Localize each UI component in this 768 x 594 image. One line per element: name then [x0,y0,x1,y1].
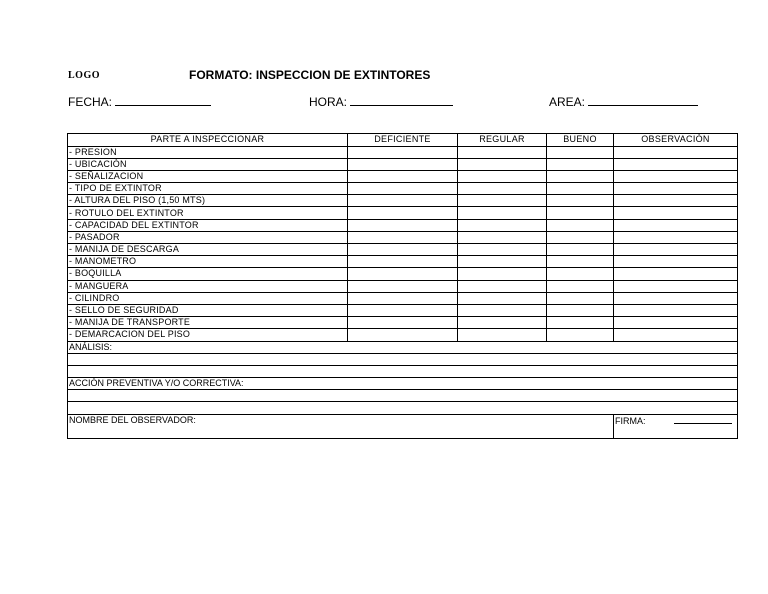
hora-field[interactable] [309,95,453,109]
inspection-item-label: - PRESION [68,146,348,158]
bueno-cell[interactable] [547,256,614,268]
analisis-blank-cell[interactable] [68,353,738,365]
accion-row [68,378,738,390]
regular-cell[interactable] [458,244,547,256]
bueno-cell[interactable] [547,292,614,304]
deficiente-cell[interactable] [348,170,458,182]
col-header-parte: PARTE A INSPECCIONAR [68,134,348,147]
col-header-observacion: OBSERVACIÓN [614,134,738,147]
area-blank-line[interactable] [588,95,698,106]
hora-blank-line[interactable] [350,95,453,106]
table-row [68,292,738,304]
bueno-cell[interactable] [547,317,614,329]
col-header-regular: REGULAR [458,134,547,147]
table-row [68,268,738,280]
regular-cell[interactable] [458,256,547,268]
hora-label: HORA: [309,95,348,109]
regular-cell[interactable] [458,158,547,170]
inspection-item-label: - UBICACIÓN [68,158,348,170]
inspection-item-label: - ROTULO DEL EXTINTOR [68,207,348,219]
table-row [68,231,738,243]
deficiente-cell[interactable] [348,256,458,268]
inspection-item-label: - SELLO DE SEGURIDAD [68,304,348,316]
bueno-cell[interactable] [547,231,614,243]
accion-blank-cell[interactable] [68,390,738,402]
observador-label: NOMBRE DEL OBSERVADOR: [68,414,614,438]
accion-label: ACCIÓN PREVENTIVA Y/O CORRECTIVA: [68,378,738,390]
observacion-cell[interactable] [614,304,738,316]
bueno-cell[interactable] [547,158,614,170]
deficiente-cell[interactable] [348,146,458,158]
regular-cell[interactable] [458,280,547,292]
bueno-cell[interactable] [547,329,614,341]
inspection-item-label: - SEÑALIZACION [68,170,348,182]
inspection-item-label: - DEMARCACION DEL PISO [68,329,348,341]
fecha-field[interactable] [68,95,211,109]
deficiente-cell[interactable] [348,158,458,170]
observacion-cell[interactable] [614,256,738,268]
inspection-item-label: - CAPACIDAD DEL EXTINTOR [68,219,348,231]
inspection-item-label: - MANGUERA [68,280,348,292]
table-row [68,317,738,329]
table-row [68,304,738,316]
table-row [68,219,738,231]
deficiente-cell[interactable] [348,183,458,195]
table-row [68,280,738,292]
bueno-cell[interactable] [547,244,614,256]
area-label: AREA: [549,95,586,109]
accion-blank-cell[interactable] [68,402,738,414]
bueno-cell[interactable] [547,219,614,231]
bueno-cell[interactable] [547,183,614,195]
deficiente-cell[interactable] [348,292,458,304]
inspection-item-label: - MANIJA DE DESCARGA [68,244,348,256]
col-header-bueno: BUENO [547,134,614,147]
observacion-cell[interactable] [614,292,738,304]
regular-cell[interactable] [458,170,547,182]
observacion-cell[interactable] [614,207,738,219]
bueno-cell[interactable] [547,207,614,219]
bueno-cell[interactable] [547,280,614,292]
regular-cell[interactable] [458,329,547,341]
bueno-cell[interactable] [547,195,614,207]
observacion-cell[interactable] [614,146,738,158]
deficiente-cell[interactable] [348,244,458,256]
regular-cell[interactable] [458,268,547,280]
fecha-label: FECHA: [68,95,113,109]
firma-label: FIRMA: [615,415,646,426]
inspection-item-label: - BOQUILLA [68,268,348,280]
table-row [68,195,738,207]
logo: LOGO [68,70,101,81]
analisis-row [68,341,738,353]
accion-blank-row[interactable] [68,390,738,402]
bueno-cell[interactable] [547,170,614,182]
deficiente-cell[interactable] [348,195,458,207]
table-row [68,158,738,170]
table-header-row [68,134,738,147]
analisis-blank-row[interactable] [68,353,738,365]
analisis-blank-row[interactable] [68,365,738,377]
observacion-cell[interactable] [614,158,738,170]
observacion-cell[interactable] [614,329,738,341]
bueno-cell[interactable] [547,268,614,280]
table-row [68,256,738,268]
deficiente-cell[interactable] [348,329,458,341]
inspection-item-label: - PASADOR [68,231,348,243]
table-row [68,146,738,158]
observacion-cell[interactable] [614,195,738,207]
deficiente-cell[interactable] [348,280,458,292]
accion-blank-row[interactable] [68,402,738,414]
regular-cell[interactable] [458,219,547,231]
bueno-cell[interactable] [547,146,614,158]
form-title: FORMATO: INSPECCION DE EXTINTORES [189,68,431,82]
bueno-cell[interactable] [547,304,614,316]
inspection-table [67,133,738,439]
firma-blank-line[interactable] [674,415,732,424]
regular-cell[interactable] [458,292,547,304]
deficiente-cell[interactable] [348,304,458,316]
inspection-item-label: - ALTURA DEL PISO (1,50 MTS) [68,195,348,207]
fecha-blank-line[interactable] [115,95,211,106]
inspection-item-label: - TIPO DE EXTINTOR [68,183,348,195]
observacion-cell[interactable] [614,231,738,243]
regular-cell[interactable] [458,231,547,243]
deficiente-cell[interactable] [348,219,458,231]
observacion-cell[interactable] [614,244,738,256]
deficiente-cell[interactable] [348,317,458,329]
table-row [68,207,738,219]
observacion-cell[interactable] [614,280,738,292]
inspection-item-label: - MANOMETRO [68,256,348,268]
regular-cell[interactable] [458,317,547,329]
observacion-cell[interactable] [614,219,738,231]
observacion-cell[interactable] [614,268,738,280]
regular-cell[interactable] [458,304,547,316]
observacion-cell[interactable] [614,183,738,195]
table-row [68,244,738,256]
observador-row [68,414,738,438]
firma-cell[interactable] [614,414,738,438]
observacion-cell[interactable] [614,317,738,329]
observacion-cell[interactable] [614,170,738,182]
regular-cell[interactable] [458,195,547,207]
inspection-item-label: - MANIJA DE TRANSPORTE [68,317,348,329]
table-row [68,183,738,195]
deficiente-cell[interactable] [348,268,458,280]
table-row [68,329,738,341]
deficiente-cell[interactable] [348,231,458,243]
regular-cell[interactable] [458,183,547,195]
col-header-deficiente: DEFICIENTE [348,134,458,147]
deficiente-cell[interactable] [348,207,458,219]
regular-cell[interactable] [458,207,547,219]
area-field[interactable] [549,95,698,109]
inspection-item-label: - CILINDRO [68,292,348,304]
analisis-label: ANÁLISIS: [68,341,738,353]
analisis-blank-cell[interactable] [68,365,738,377]
table-row [68,170,738,182]
regular-cell[interactable] [458,146,547,158]
